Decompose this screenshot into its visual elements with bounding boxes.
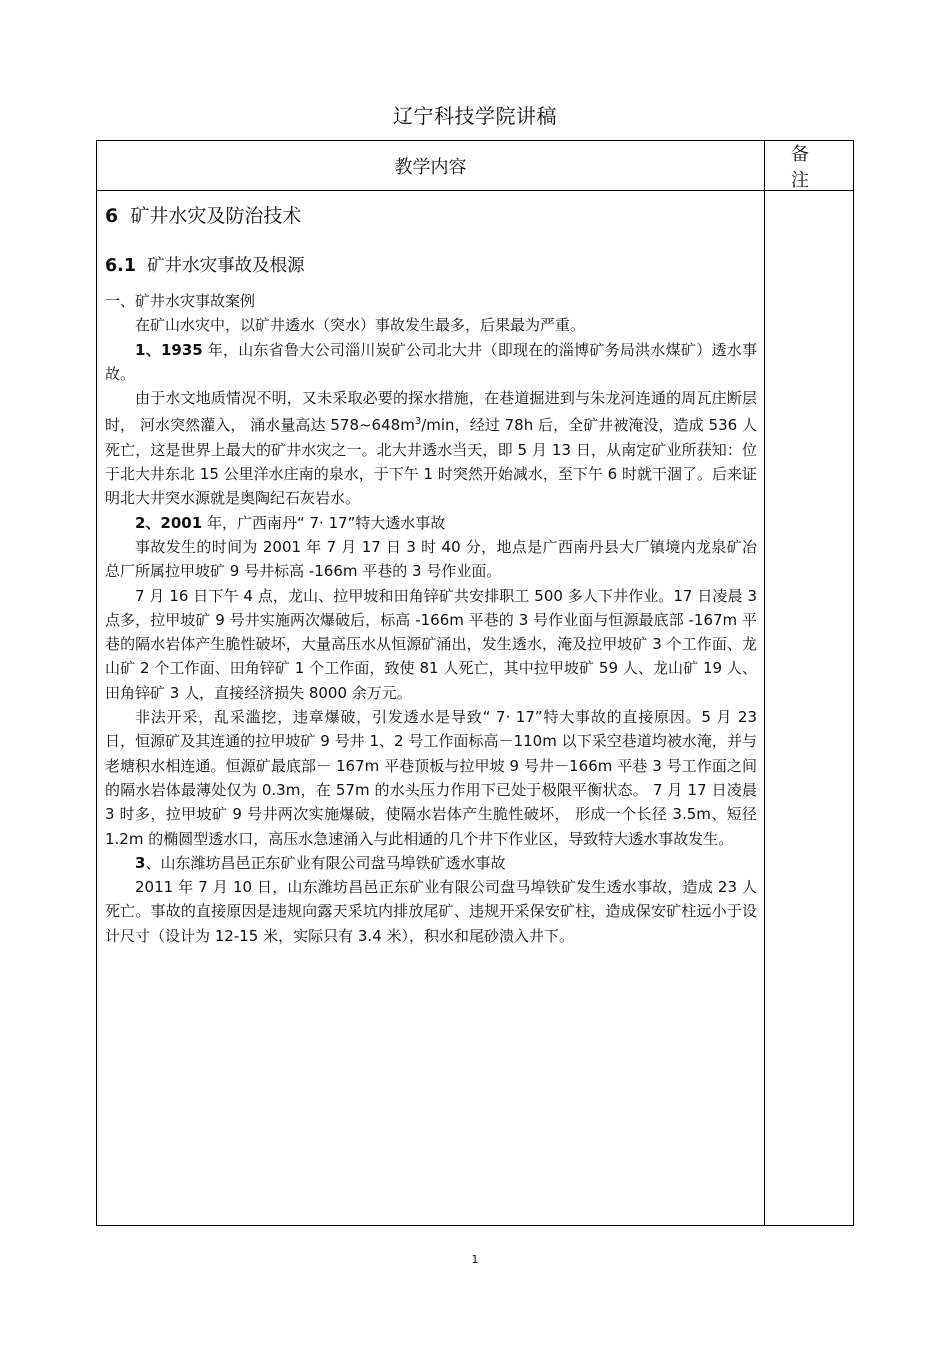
lecture-body (105, 201, 757, 948)
section-number: 6.1 (105, 256, 137, 276)
header-notes: 备 注 (791, 143, 835, 191)
case3-title (105, 851, 757, 875)
header-teaching-content: 教学内容 (394, 156, 467, 178)
chapter-title: 矿井水灾及防治技术 (130, 205, 302, 227)
section-title: 矿井水灾事故及根源 (147, 256, 305, 276)
case1-title-text: 年，山东省鲁大公司淄川炭矿公司北大井（即现在的淄博矿务局洪水煤矿）透水事故。 (105, 340, 757, 383)
case3-title-text: 、山东潍坊昌邑正东矿业有限公司盘马埠铁矿透水事故 (145, 853, 506, 872)
case1-number: 1、1935 (135, 340, 203, 359)
case2-paragraph-2: 7 月 16 日下午 4 点，龙山、拉甲坡和田角锌矿共安排职工 500 多人下井作业。17 日凌晨 3 点多，拉甲坡矿 9 号井实施两次爆破后，标高 -166m 平巷的 3 号作业面与恒源最底部 -167m 平巷的隔水岩体产生脆性破坏，大量高压水从恒源矿涌出，发生透水，淹及拉甲坡矿 3 个工作面、龙山矿 2 个工作面、田角锌矿 1 个工作面，致使 81 人死亡，其中拉甲坡矿 59 人、龙山矿 19 人、田角锌矿 3 人，直接经济损失 8000 余万元。 (105, 586, 757, 702)
chapter-heading (105, 201, 757, 231)
case3-number: 3 (135, 853, 146, 872)
page-number: 1 (471, 1253, 479, 1266)
subsection-heading: 一、矿井水灾事故案例 (105, 292, 256, 310)
case2-title (105, 511, 757, 535)
header-divider (97, 190, 853, 191)
case2-number: 2、2001 (135, 513, 203, 532)
case1-paragraph (105, 386, 757, 510)
case1-text-b: /min，经过 78h 后，全矿井被淹没，造成 536 人死亡，这是世界上最大的矿井水灾之一。北大井透水当天，即 5 月 13 日，从南定矿业所获知：位于北大井东北 15 公里洋水庄南的泉水，于下午 1 时突然开始减水，至下午 6 时就干涸了。后来证明北大井突水源就是奥陶纪石灰岩水。 (105, 416, 758, 508)
intro-paragraph: 在矿山水灾中，以矿井透水（突水）事故发生最多，后果最为严重。 (135, 316, 586, 335)
chapter-number: 6 (105, 205, 119, 227)
case3-paragraph: 2011 年 7 月 10 日，山东潍坊昌邑正东矿业有限公司盘马埠铁矿发生透水事故，造成 23 人死亡。事故的直接原因是违规向露天采坑内排放尾矿、违规开采保安矿柱，造成保安矿柱远小于设计尺寸（设计为 12-15 米，实际只有 3.4 米），积水和尾砂溃入井下。 (105, 878, 757, 945)
page-title: 辽宁科技学院讲稿 (393, 104, 557, 128)
case1-superscript: 3 (414, 416, 422, 428)
case2-paragraph-3: 非法开采，乱采滥挖，违章爆破，引发透水是导致“ 7· 17”特大事故的直接原因。5 月 23 日，恒源矿及其连通的拉甲坡矿 9 号井 1、2 号工作面标高－110m 以下采空巷道均被水淹，并与老塘积水相连通。恒源矿最底部－ 167m 平巷顶板与拉甲坡 9 号井－166m 平巷 3 号工作面之间的隔水岩体最薄处仅为 0.3m，在 57m 的水头压力作用下已处于极限平衡状态。 7 月 17 日凌晨 3 时多，拉甲坡矿 9 号井两次实施爆破，使隔水岩体产生脆性破坏， 形成一个长径 3.5m、短径 1.2m 的椭圆型透水口，高压水急速涌入与此相通的几个井下作业区，导致特大透水事故发生。 (105, 708, 757, 848)
case2-title-text: 年，广西南丹“ 7· 17”特大透水事故 (202, 513, 446, 532)
case1-title (105, 338, 757, 387)
case1-text-a: 由于水文地质情况不明，又未采取必要的探水措施，在巷道掘进到与朱龙河连通的周瓦庄断层时， 河水突然灌入， 涌水量高达 578~648m (105, 389, 757, 435)
lecture-table (96, 140, 854, 1226)
section-heading (105, 251, 757, 281)
column-divider (764, 141, 765, 1225)
case2-paragraph-1: 事故发生的时间为 2001 年 7 月 17 日 3 时 40 分，地点是广西南丹县大厂镇境内龙泉矿冶总厂所属拉甲坡矿 9 号井标高 -166m 平巷的 3 号作业面。 (105, 537, 757, 581)
